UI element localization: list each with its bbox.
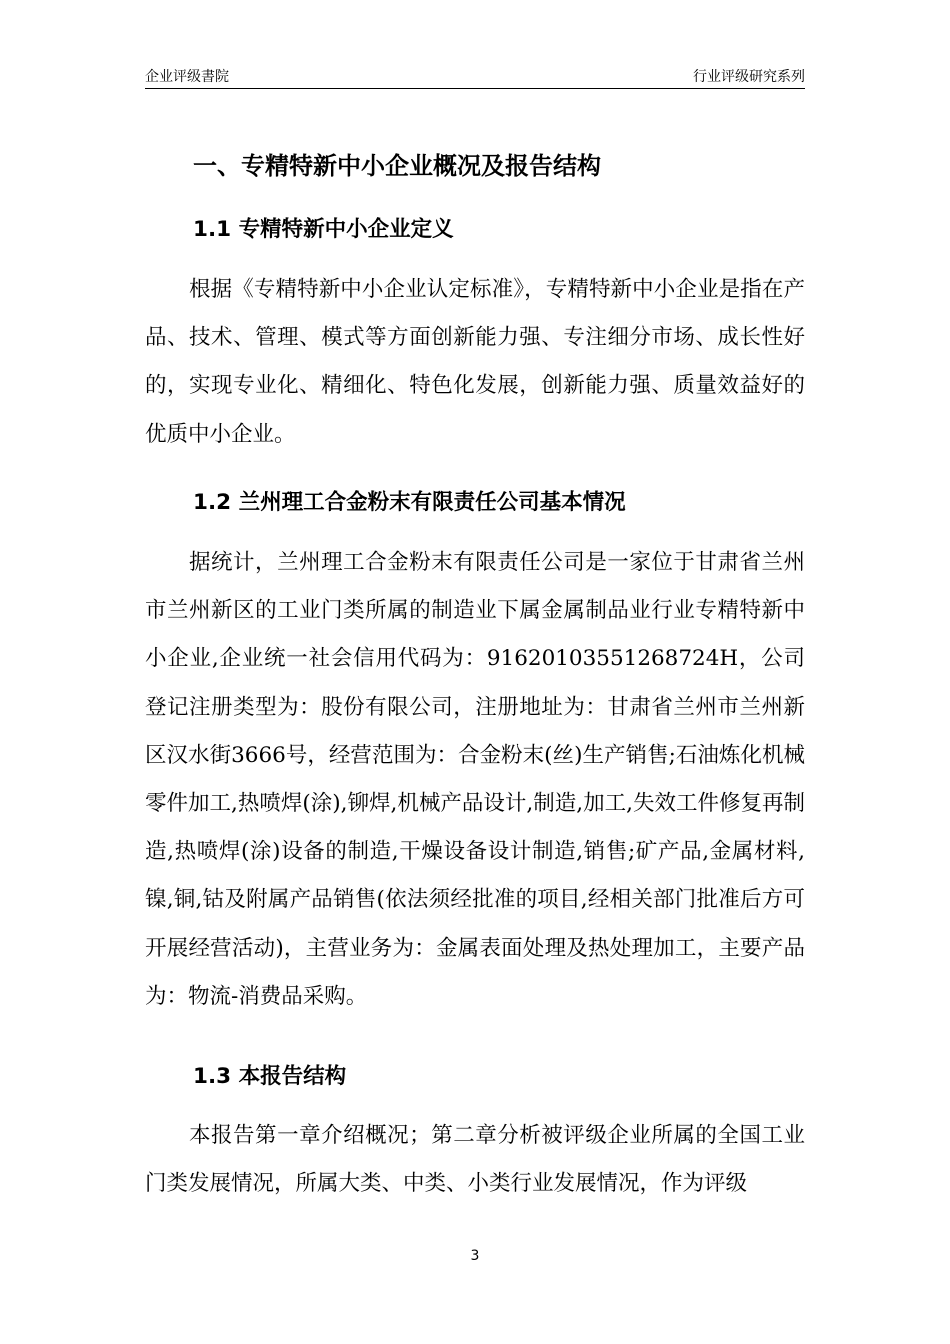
section-paragraph-1-2: 据统计，兰州理工合金粉末有限责任公司是一家位于甘肃省兰州市兰州新区的工业门类所属的制造业下属金属制品业行业专精特新中小企业,企业统一社会信用代码为：91620103551268724H，公司登记注册类型为：股份有限公司，注册地址为：甘肃省兰州市兰州新区汉水街3666号，经营范围为：合金粉末(丝)生产销售;石油炼化机械零件加工,热喷焊(涂),铆焊,机械产品设计,制造,加工,失效工件修复再制造,热喷焊(涂)设备的制造,干燥设备设计制造,销售;矿产品,金属材料,镍,铜,钴及附属产品销售(依法须经批准的项目,经相关部门批准后方可开展经营活动)，主营业务为：金属表面处理及热处理加工，主要产品为：物流-消费品采购。 [145,550,805,1009]
section-heading-1-2: 1.2 兰州理工合金粉末有限责任公司基本情况 [193,490,626,515]
header-right-title: 行业评级研究系列 [693,69,805,85]
section-heading-1-1: 1.1 专精特新中小企业定义 [193,217,454,242]
page-header [145,66,805,89]
section-heading-1-3: 1.3 本报告结构 [193,1064,347,1089]
section-paragraph-1-1: 根据《专精特新中小企业认定标准》，专精特新中小企业是指在产品、技术、管理、模式等方面创新能力强、专注细分市场、成长性好的，实现专业化、精细化、特色化发展，创新能力强、质量效益好的优质中小企业。 [145,277,805,447]
header-left-title: 企业评级書院 [145,69,229,85]
chapter-title: 一、专精特新中小企业概况及报告结构 [193,152,601,180]
page-number: 3 [470,1248,480,1264]
section-paragraph-1-3: 本报告第一章介绍概况；第二章分析被评级企业所属的全国工业门类发展情况，所属大类、中类、小类行业发展情况，作为评级 [145,1123,805,1197]
